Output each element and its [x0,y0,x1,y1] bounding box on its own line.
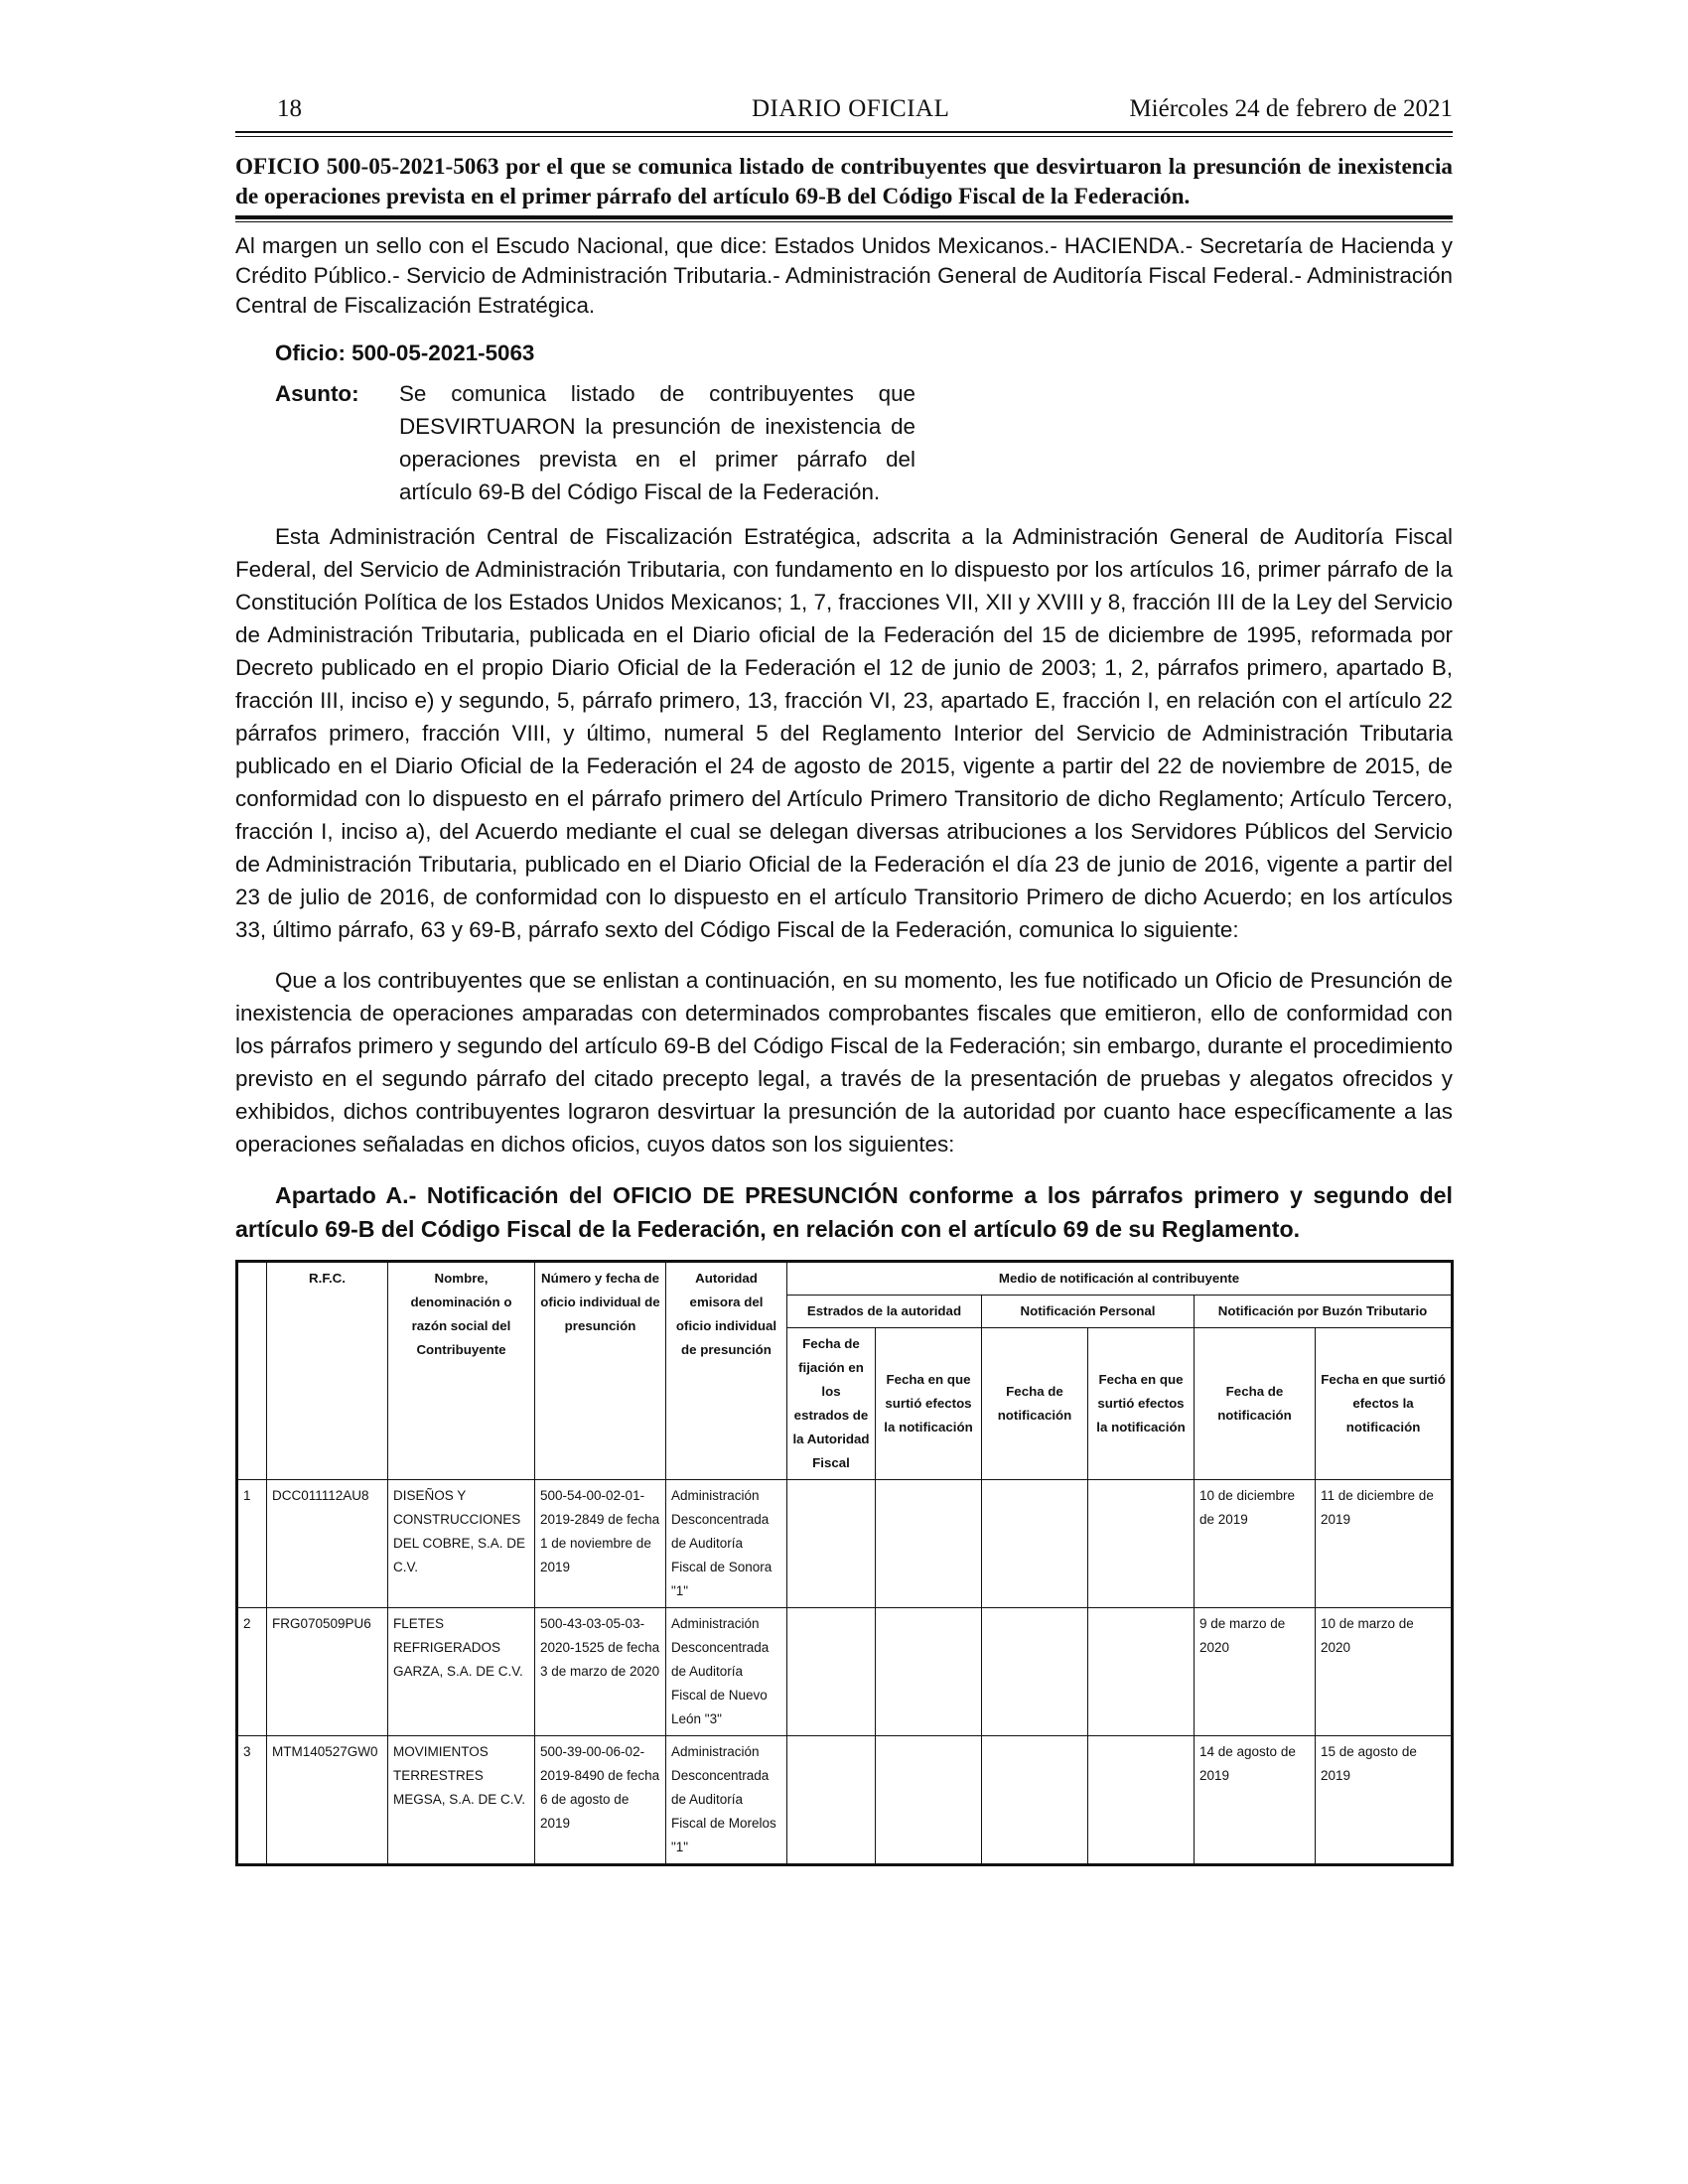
cell-autoridad: Administración Desconcentrada de Auditoría Fiscal de Morelos "1" [666,1736,787,1865]
cell-personal-efectos [1088,1736,1195,1865]
cell-buzon-efectos: 10 de marzo de 2020 [1316,1608,1453,1736]
header-personal-notificacion: Fecha de notificación [982,1328,1088,1480]
cell-estrados-fijacion [787,1736,876,1865]
header-personal: Notificación Personal [982,1296,1195,1328]
header-rule-thin [235,136,1453,137]
cell-num: 2 [237,1608,267,1736]
publication-name: DIARIO OFICIAL [752,95,950,122]
cell-rfc: MTM140527GW0 [267,1736,388,1865]
document-title: OFICIO 500-05-2021-5063 por el que se comunica listado de contribuyentes que desvirtuaron la presunción de inexistencia de operaciones prevista en el primer párrafo del artículo 69-B del Código Fiscal de la Federación. [235,154,1453,209]
publication-date: Miércoles 24 de febrero de 2021 [1129,95,1453,122]
cell-personal-notificacion [982,1736,1088,1865]
table-row [237,1736,1453,1865]
paragraph-presumption: Que a los contribuyentes que se enlistan a continuación, en su momento, les fue notificado un Oficio de Presunción de inexistencia de operaciones amparadas con determinados comprobantes fiscales que emitieron, ello de conformidad con los párrafos primero y segundo del artículo 69-B del Código Fiscal de la Federación; sin embargo, durante el procedimiento previsto en el segundo párrafo del citado precepto legal, a través de la presentación de pruebas y alegatos ofrecidos y exhibidos, dichos contribuyentes lograron desvirtuar la presunción de la autoridad por cuanto hace específicamente a las operaciones señaladas en dichos oficios, cuyos datos son los siguientes: [235,968,1453,1157]
header-buzon-efectos: Fecha en que surtió efectos la notificación [1316,1328,1453,1480]
cell-buzon-efectos: 11 de diciembre de 2019 [1316,1480,1453,1608]
header-autoridad: Autoridad emisora del oficio individual de presunción [666,1262,787,1480]
cell-autoridad: Administración Desconcentrada de Auditoría Fiscal de Sonora "1" [666,1480,787,1608]
cell-nombre: DISEÑOS Y CONSTRUCCIONES DEL COBRE, S.A. DE C.V. [388,1480,535,1608]
table-row [237,1480,1453,1608]
cell-oficio: 500-43-03-05-03-2020-1525 de fecha 3 de marzo de 2020 [535,1608,666,1736]
cell-autoridad: Administración Desconcentrada de Auditoría Fiscal de Nuevo León "3" [666,1608,787,1736]
header-medio-notificacion: Medio de notificación al contribuyente [787,1262,1453,1296]
document-page [235,95,1453,1866]
title-rule [235,215,1453,219]
header-num [237,1262,267,1480]
asunto-block [235,377,1453,508]
cell-num: 3 [237,1736,267,1865]
cell-estrados-efectos [876,1480,982,1608]
cell-personal-efectos [1088,1480,1195,1608]
header-buzon: Notificación por Buzón Tributario [1195,1296,1453,1328]
apartado-heading: Apartado A.- Notificación del OFICIO DE PRESUNCIÓN conforme a los párrafos primero y segundo del artículo 69-B del Código Fiscal de la Federación, en relación con el artículo 69 de su Reglamento. [235,1182,1453,1242]
cell-estrados-fijacion [787,1480,876,1608]
header-nombre: Nombre, denominación o razón social del Contribuyente [388,1262,535,1480]
cell-buzon-notificacion: 14 de agosto de 2019 [1195,1736,1316,1865]
cell-buzon-notificacion: 9 de marzo de 2020 [1195,1608,1316,1736]
header-personal-efectos: Fecha en que surtió efectos la notificación [1088,1328,1195,1480]
cell-estrados-fijacion [787,1608,876,1736]
page-header [235,95,1453,129]
cell-buzon-efectos: 15 de agosto de 2019 [1316,1736,1453,1865]
cell-oficio: 500-54-00-02-01-2019-2849 de fecha 1 de noviembre de 2019 [535,1480,666,1608]
header-estrados-efectos: Fecha en que surtió efectos la notificación [876,1328,982,1480]
cell-rfc: DCC011112AU8 [267,1480,388,1608]
paragraph-legal-basis: Esta Administración Central de Fiscalización Estratégica, adscrita a la Administración General de Auditoría Fiscal Federal, del Servicio de Administración Tributaria, con fundamento en lo dispuesto por los artículos 16, primer párrafo de la Constitución Política de los Estados Unidos Mexicanos; 1, 7, fracciones VII, XII y XVIII y 8, fracción III de la Ley del Servicio de Administración Tributaria, publicada en el Diario oficial de la Federación del 15 de diciembre de 1995, reformada por Decreto publicado en el propio Diario Oficial de la Federación el 12 de junio de 2003; 1, 2, párrafos primero, apartado B, fracción III, inciso e) y segundo, 5, párrafo primero, 13, fracción VI, 23, apartado E, fracción I, en relación con el artículo 22 párrafos primero, fracción VIII, y último, numeral 5 del Reglamento Interior del Servicio de Administración Tributaria publicado en el Diario Oficial de la Federación el 24 de agosto de 2015, vigente a partir del 22 de noviembre de 2015, de conformidad con lo dispuesto en el párrafo primero del Artículo Primero Transitorio de dicho Reglamento; Artículo Tercero, fracción I, inciso a), del Acuerdo mediante el cual se delegan diversas atribuciones a los Servidores Públicos del Servicio de Administración Tributaria, publicado en el Diario Oficial de la Federación el día 23 de junio de 2016, vigente a partir del 23 de julio de 2016, de conformidad con lo dispuesto en el artículo Transitorio Primero de dicho Acuerdo; en los artículos 33, último párrafo, 63 y 69-B, párrafo sexto del Código Fiscal de la Federación, comunica lo siguiente: [235,524,1453,942]
cell-personal-notificacion [982,1608,1088,1736]
table-row [237,1608,1453,1736]
oficio-number: Oficio: 500-05-2021-5063 [275,341,535,365]
cell-buzon-notificacion: 10 de diciembre de 2019 [1195,1480,1316,1608]
cell-personal-notificacion [982,1480,1088,1608]
cell-oficio: 500-39-00-06-02-2019-8490 de fecha 6 de agosto de 2019 [535,1736,666,1865]
header-rfc: R.F.C. [267,1262,388,1480]
cell-personal-efectos [1088,1608,1195,1736]
asunto-text: Se comunica listado de contribuyentes que DESVIRTUARON la presunción de inexistencia de operaciones prevista en el primer párrafo del artículo 69-B del Código Fiscal de la Federación. [399,381,915,504]
asunto-label: Asunto: [275,381,359,406]
cell-rfc: FRG070509PU6 [267,1608,388,1736]
header-numero-oficio: Número y fecha de oficio individual de presunción [535,1262,666,1480]
seal-note: Al margen un sello con el Escudo Nacional, que dice: Estados Unidos Mexicanos.- HACIENDA.- Secretaría de Hacienda y Crédito Público.- Servicio de Administración Tributaria.- Administración General de Auditoría Fiscal Federal.- Administración Central de Fiscalización Estratégica. [235,233,1453,318]
header-rule [235,131,1453,133]
title-rule-thin [235,221,1453,222]
header-estrados-fijacion: Fecha de fijación en los estrados de la Autoridad Fiscal [787,1328,876,1480]
page-number: 18 [277,95,302,122]
header-buzon-notificacion: Fecha de notificación [1195,1328,1316,1480]
taxpayers-table [235,1260,1454,1866]
header-estrados: Estrados de la autoridad [787,1296,982,1328]
cell-nombre: MOVIMIENTOS TERRESTRES MEGSA, S.A. DE C.V. [388,1736,535,1865]
cell-nombre: FLETES REFRIGERADOS GARZA, S.A. DE C.V. [388,1608,535,1736]
cell-num: 1 [237,1480,267,1608]
cell-estrados-efectos [876,1736,982,1865]
cell-estrados-efectos [876,1608,982,1736]
